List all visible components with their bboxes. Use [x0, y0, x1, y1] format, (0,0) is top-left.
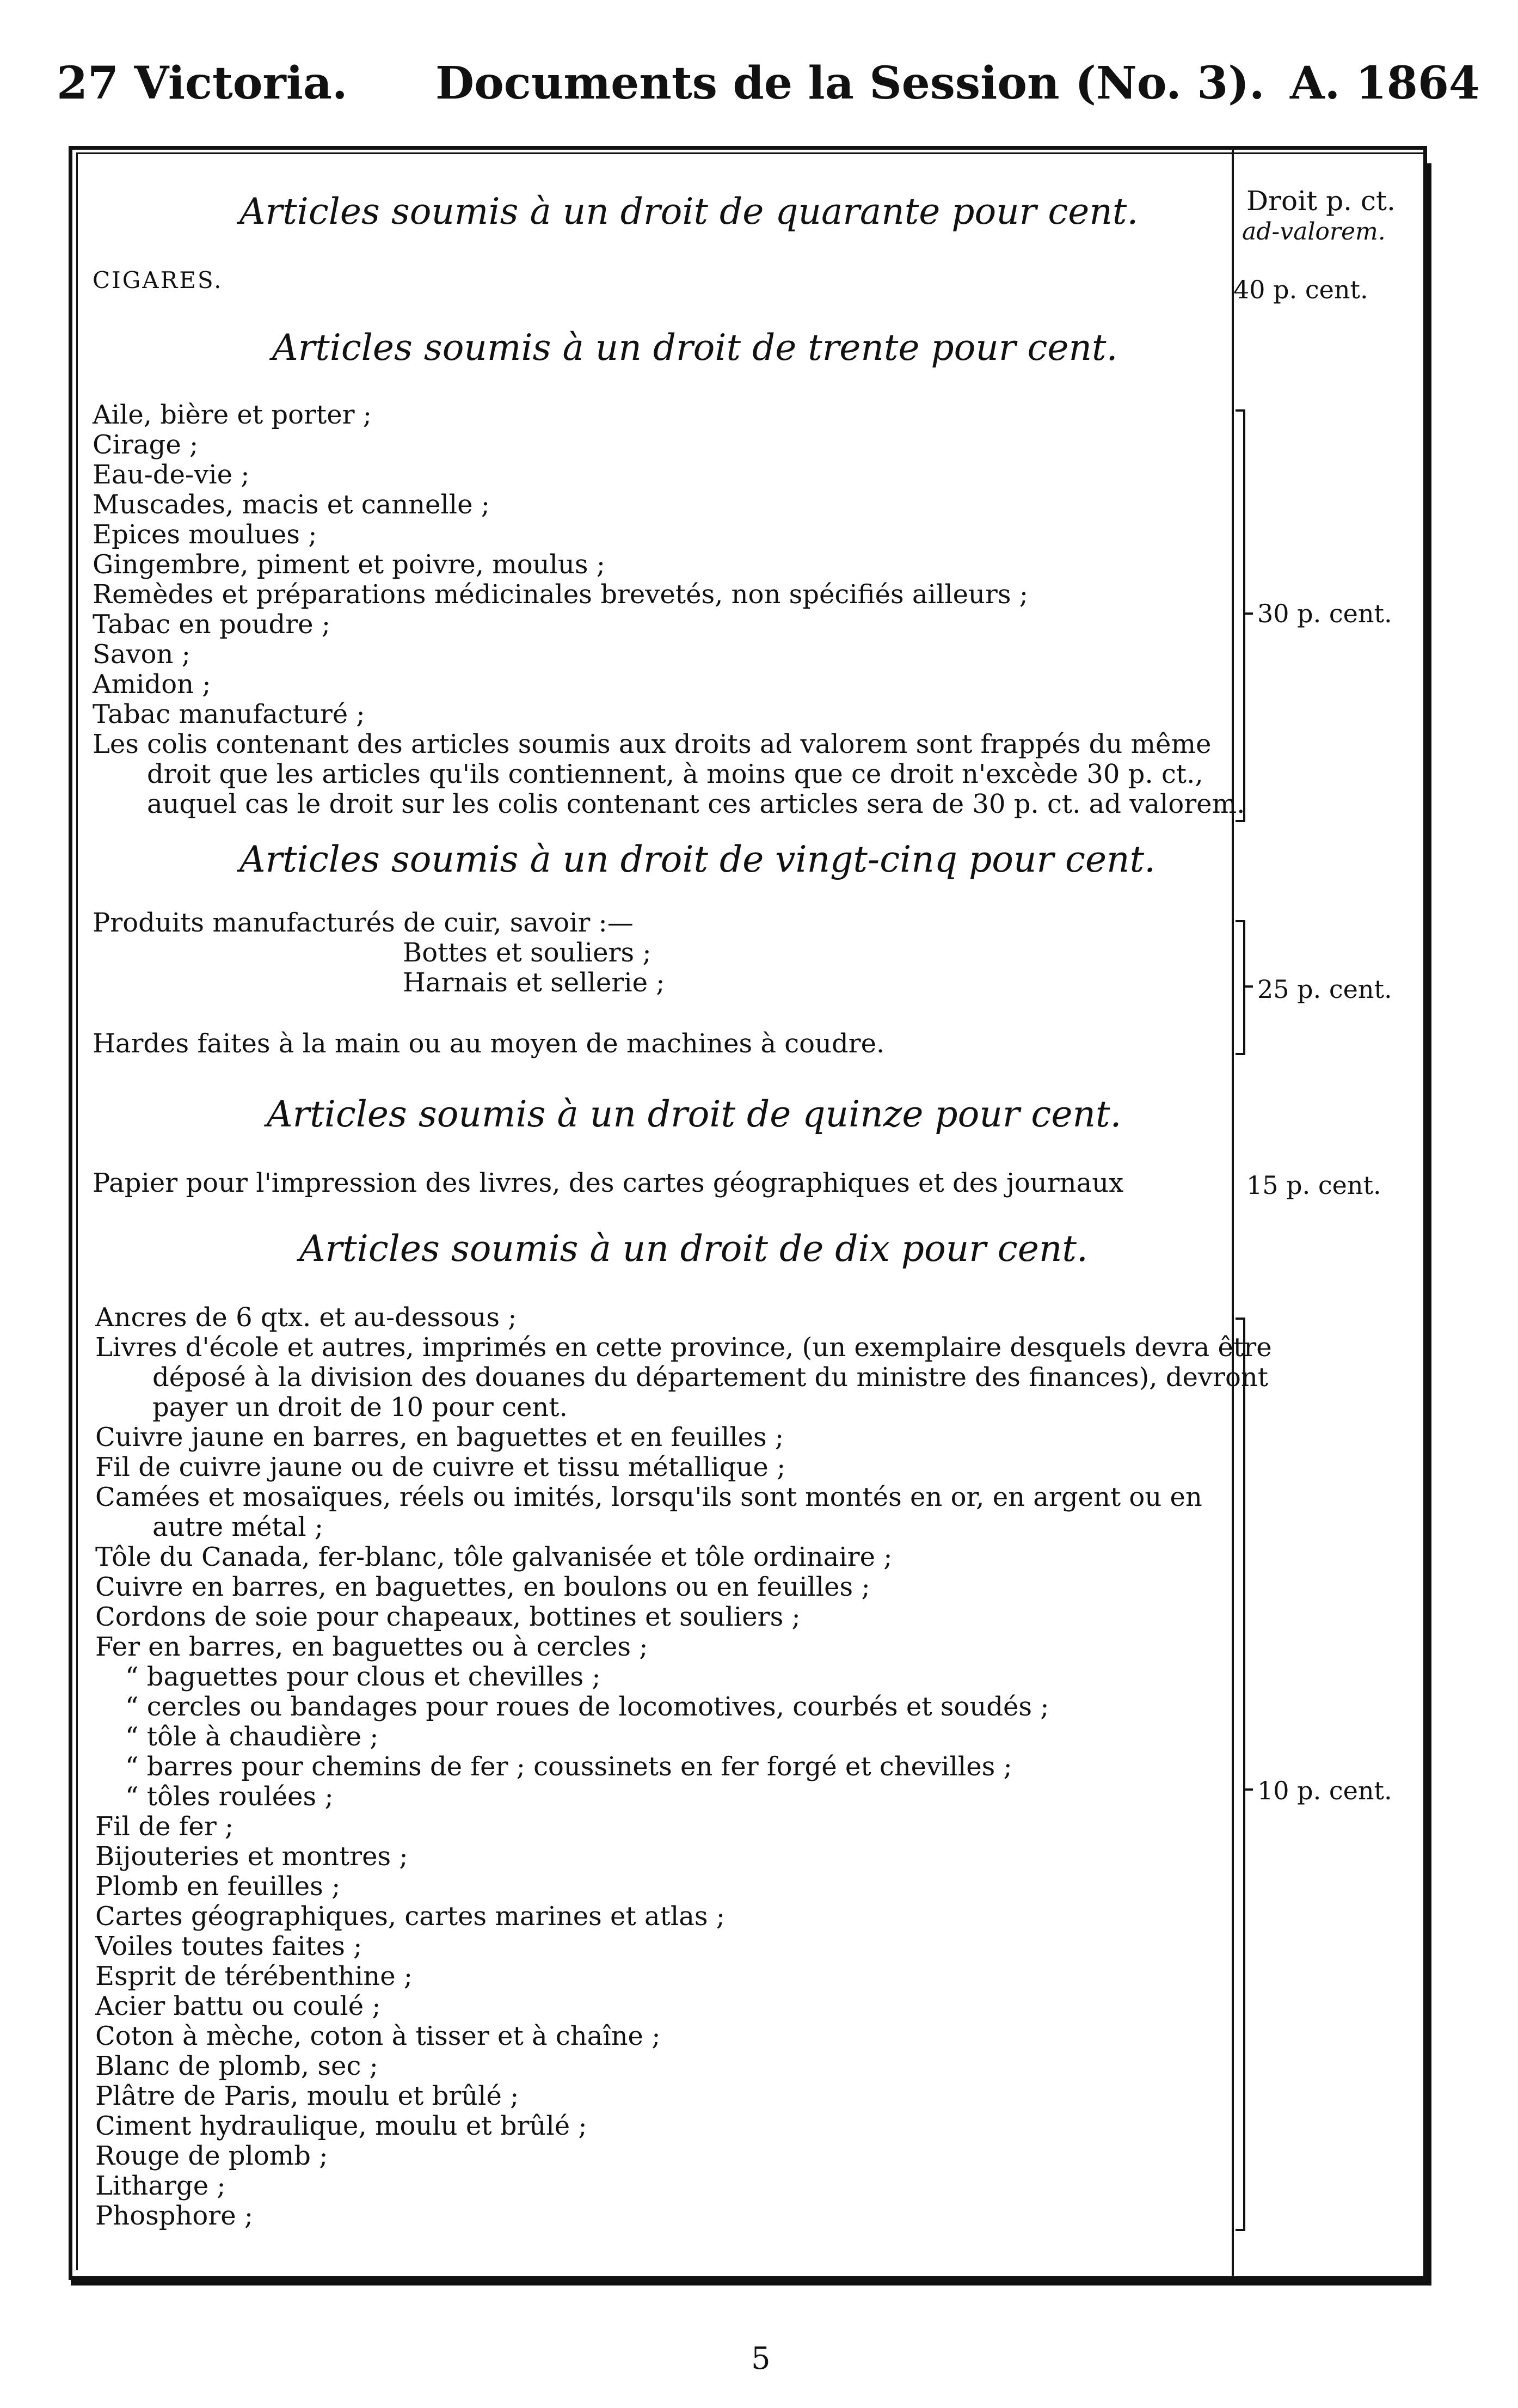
list-item: Epices moulues ; [93, 519, 317, 550]
list-item: Livres d'école et autres, imprimés en cette province, (un exemplaire desquels devra être [95, 1332, 1272, 1363]
list-item: Camées et mosaïques, réels ou imités, lorsqu'ils sont montés en or, en argent ou en [95, 1482, 1202, 1512]
list-item: Ciment hydraulique, moulu et brûlé ; [95, 2111, 587, 2141]
list-item: Litharge ; [95, 2171, 226, 2201]
list-item: Fer en barres, en baguettes ou à cercles ; [95, 1632, 648, 1662]
list-item: Plomb en feuilles ; [95, 1871, 341, 1902]
list-item: Gingembre, piment et poivre, moulus ; [93, 549, 605, 580]
column-divider [1232, 150, 1234, 2276]
list-item: Fil de fer ; [95, 1811, 234, 1842]
rate-40: 40 p. cent. [1233, 275, 1368, 304]
brace-25 [1236, 920, 1245, 1055]
list-item: Esprit de térébenthine ; [95, 1961, 413, 1992]
list-item: Papier pour l'impression des livres, des cartes géographiques et des journaux [93, 1168, 1124, 1198]
list-item: Muscades, macis et cannelle ; [93, 489, 490, 520]
list-item: Tabac en poudre ; [93, 609, 331, 640]
header-title: Documents de la Session (No. 3). [435, 57, 1265, 109]
list-item: Les colis contenant des articles soumis aux droits ad valorem sont frappés du même [93, 729, 1212, 759]
list-item: Fil de cuivre jaune ou de cuivre et tissu métallique ; [95, 1452, 786, 1482]
list-item: CIGARES. [93, 267, 223, 293]
list-item: Hardes faites à la main ou au moyen de machines à coudre. [93, 1028, 885, 1059]
list-item: “ barres pour chemins de fer ; coussinets en fer forgé et chevilles ; [125, 1751, 1012, 1782]
section-heading-40: Articles soumis à un droit de quarante pour cent. [239, 191, 1139, 232]
section-heading-30: Articles soumis à un droit de trente pour cent. [272, 327, 1118, 369]
list-item: Aile, bière et porter ; [93, 400, 372, 430]
list-item: “ baguettes pour clous et chevilles ; [125, 1662, 601, 1692]
brace-30-tip [1245, 612, 1253, 615]
list-item: Cuivre jaune en barres, en baguettes et en feuilles ; [95, 1422, 784, 1453]
list-item: auquel cas le droit sur les colis contenant ces articles sera de 30 p. ct. ad valorem. [147, 789, 1245, 819]
list-item: déposé à la division des douanes du département du ministre des finances), devront [152, 1362, 1269, 1393]
list-item: Phosphore ; [95, 2201, 254, 2231]
page-number: 5 [751, 2341, 771, 2376]
list-item: Cordons de soie pour chapeaux, bottines et souliers ; [95, 1602, 801, 1632]
list-item: Acier battu ou coulé ; [95, 1991, 381, 2021]
brace-10-tip [1245, 1788, 1253, 1791]
rate-25: 25 p. cent. [1257, 975, 1392, 1004]
list-item: “ cercles ou bandages pour roues de locomotives, courbés et soudés ; [125, 1692, 1049, 1722]
list-item: Ancres de 6 qtx. et au-dessous ; [95, 1302, 517, 1333]
column-header-line2: ad-valorem. [1242, 218, 1386, 246]
section-heading-25: Articles soumis à un droit de vingt-cinq pour cent. [239, 838, 1156, 880]
list-item: Rouge de plomb ; [95, 2141, 328, 2171]
section-heading-10: Articles soumis à un droit de dix pour cent. [299, 1228, 1088, 1270]
list-item: Savon ; [93, 639, 190, 670]
rate-30: 30 p. cent. [1257, 599, 1392, 628]
list-item: Cartes géographiques, cartes marines et atlas ; [95, 1901, 725, 1932]
list-item: “ tôle à chaudière ; [125, 1721, 379, 1752]
rate-10: 10 p. cent. [1257, 1776, 1392, 1805]
column-header-line1: Droit p. ct. [1246, 185, 1396, 217]
list-item: Blanc de plomb, sec ; [95, 2051, 378, 2081]
list-item: Tôle du Canada, fer-blanc, tôle galvanisée et tôle ordinaire ; [95, 1542, 893, 1572]
list-item: Produits manufacturés de cuir, savoir :— [93, 908, 634, 938]
list-item: Eau-de-vie ; [93, 459, 250, 490]
list-item: Coton à mèche, coton à tisser et à chaîne ; [95, 2021, 661, 2051]
list-item: Bijouteries et montres ; [95, 1841, 408, 1872]
rate-15: 15 p. cent. [1246, 1171, 1381, 1200]
header-volume: 27 Victoria. [57, 57, 348, 109]
list-item: Harnais et sellerie ; [403, 967, 665, 998]
frame-right-shadow [1427, 163, 1431, 2281]
list-item: payer un droit de 10 pour cent. [152, 1392, 568, 1423]
list-item: Remèdes et préparations médicinales brevetés, non spécifiés ailleurs ; [93, 579, 1028, 610]
list-item: Voiles toutes faites ; [95, 1931, 362, 1962]
brace-30 [1236, 409, 1245, 822]
header-year: A. 1864 [1290, 57, 1480, 109]
list-item: droit que les articles qu'ils contiennent, à moins que ce droit n'excède 30 p. ct., [147, 759, 1203, 789]
list-item: Amidon ; [93, 669, 211, 700]
brace-10 [1236, 1318, 1245, 2231]
list-item: “ tôles roulées ; [125, 1781, 334, 1812]
brace-25-tip [1245, 985, 1253, 988]
list-item: Cuivre en barres, en baguettes, en boulons ou en feuilles ; [95, 1572, 870, 1602]
list-item: Tabac manufacturé ; [93, 699, 365, 730]
list-item: Bottes et souliers ; [403, 938, 652, 968]
list-item: Cirage ; [93, 430, 199, 460]
list-item: autre métal ; [152, 1512, 324, 1542]
list-item: Plâtre de Paris, moulu et brûlé ; [95, 2081, 519, 2111]
section-heading-15: Articles soumis à un droit de quinze pour cent. [267, 1093, 1122, 1135]
frame-bottom-shadow [71, 2279, 1431, 2286]
